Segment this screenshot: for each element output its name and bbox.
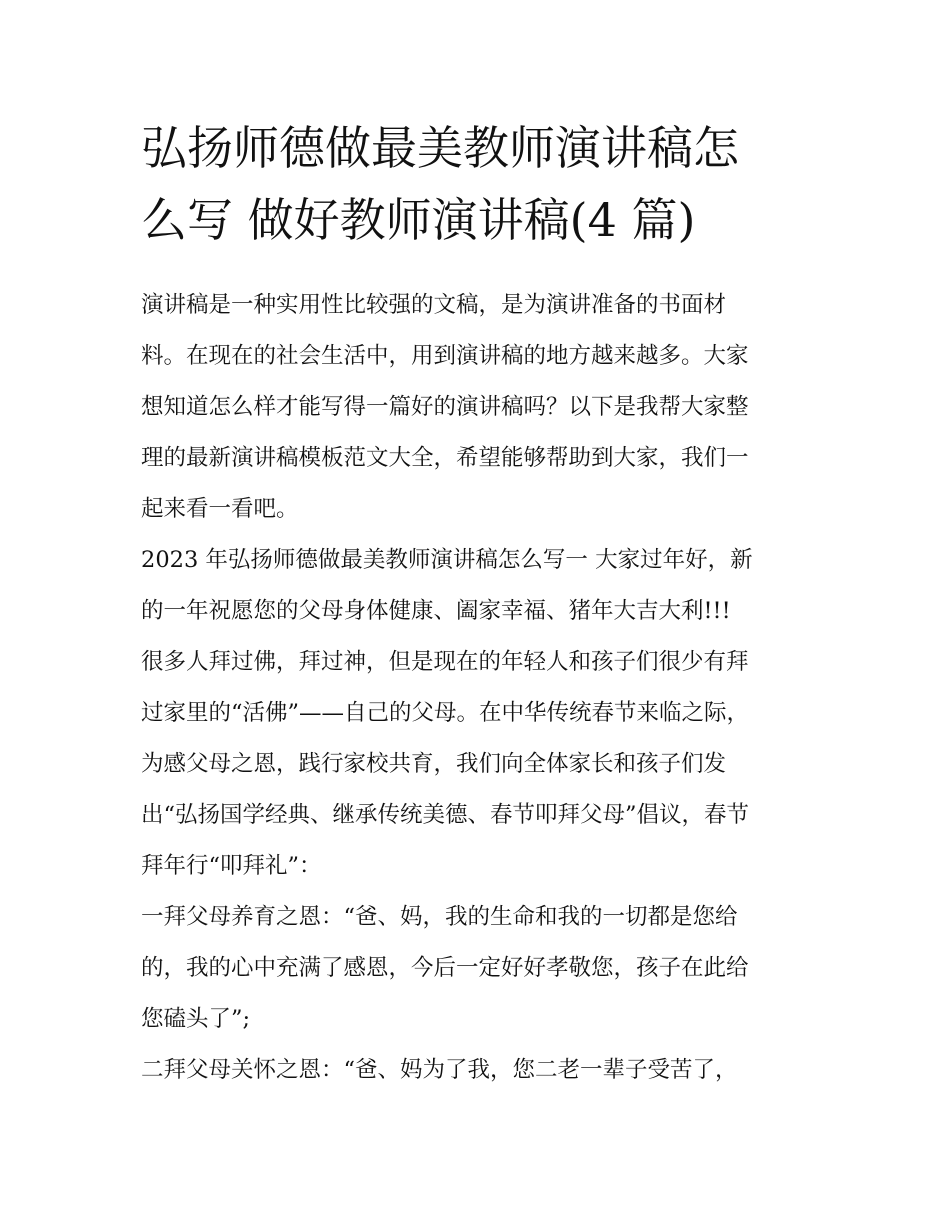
body-line: 二拜父母关怀之恩：“爸、妈为了我，您二老一辈子受苦了， xyxy=(141,1057,738,1083)
document-title xyxy=(141,112,831,256)
body-line: 过家里的“活佛”——自己的父母。在中华传统春节来临之际， xyxy=(141,700,750,726)
body-line: 出“弘扬国学经典、继承传统美德、春节叩拜父母”倡议，春节 xyxy=(141,802,750,828)
title-line-1: 弘扬师德做最美教师演讲稿怎 xyxy=(141,121,739,175)
body-line: 起来看一看吧。 xyxy=(141,496,299,522)
body-line: 想知道怎么样才能写得一篇好的演讲稿吗？以下是我帮大家整 xyxy=(141,394,749,420)
body-line: 很多人拜过佛，拜过神，但是现在的年轻人和孩子们很少有拜 xyxy=(141,649,749,675)
body-line: 一拜父母养育之恩：“爸、妈，我的生命和我的一切都是您给 xyxy=(141,904,738,930)
body-line: 为感父母之恩，践行家校共育，我们向全体家长和孩子们发 xyxy=(141,751,727,777)
body-line: 的，我的心中充满了感恩，今后一定好好孝敬您，孩子在此给 xyxy=(141,955,749,981)
body-line: 2023 年弘扬师德做最美教师演讲稿怎么写一 大家过年好，新 xyxy=(141,547,753,573)
body-line: 演讲稿是一种实用性比较强的文稿，是为演讲准备的书面材 xyxy=(141,292,727,318)
body-line: 理的最新演讲稿模板范文大全，希望能够帮助到大家，我们一 xyxy=(141,445,749,471)
body-line: 料。在现在的社会生活中，用到演讲稿的地方越来越多。大家 xyxy=(141,343,749,369)
title-line-2: 么写 做好教师演讲稿(4 篇) xyxy=(141,193,696,247)
body-line: 您磕头了”; xyxy=(141,1006,251,1032)
body-line: 拜年行“叩拜礼”： xyxy=(141,853,322,879)
document-body xyxy=(141,280,831,1096)
body-line: 的一年祝愿您的父母身体健康、阖家幸福、猪年大吉大利!!! xyxy=(141,598,731,624)
